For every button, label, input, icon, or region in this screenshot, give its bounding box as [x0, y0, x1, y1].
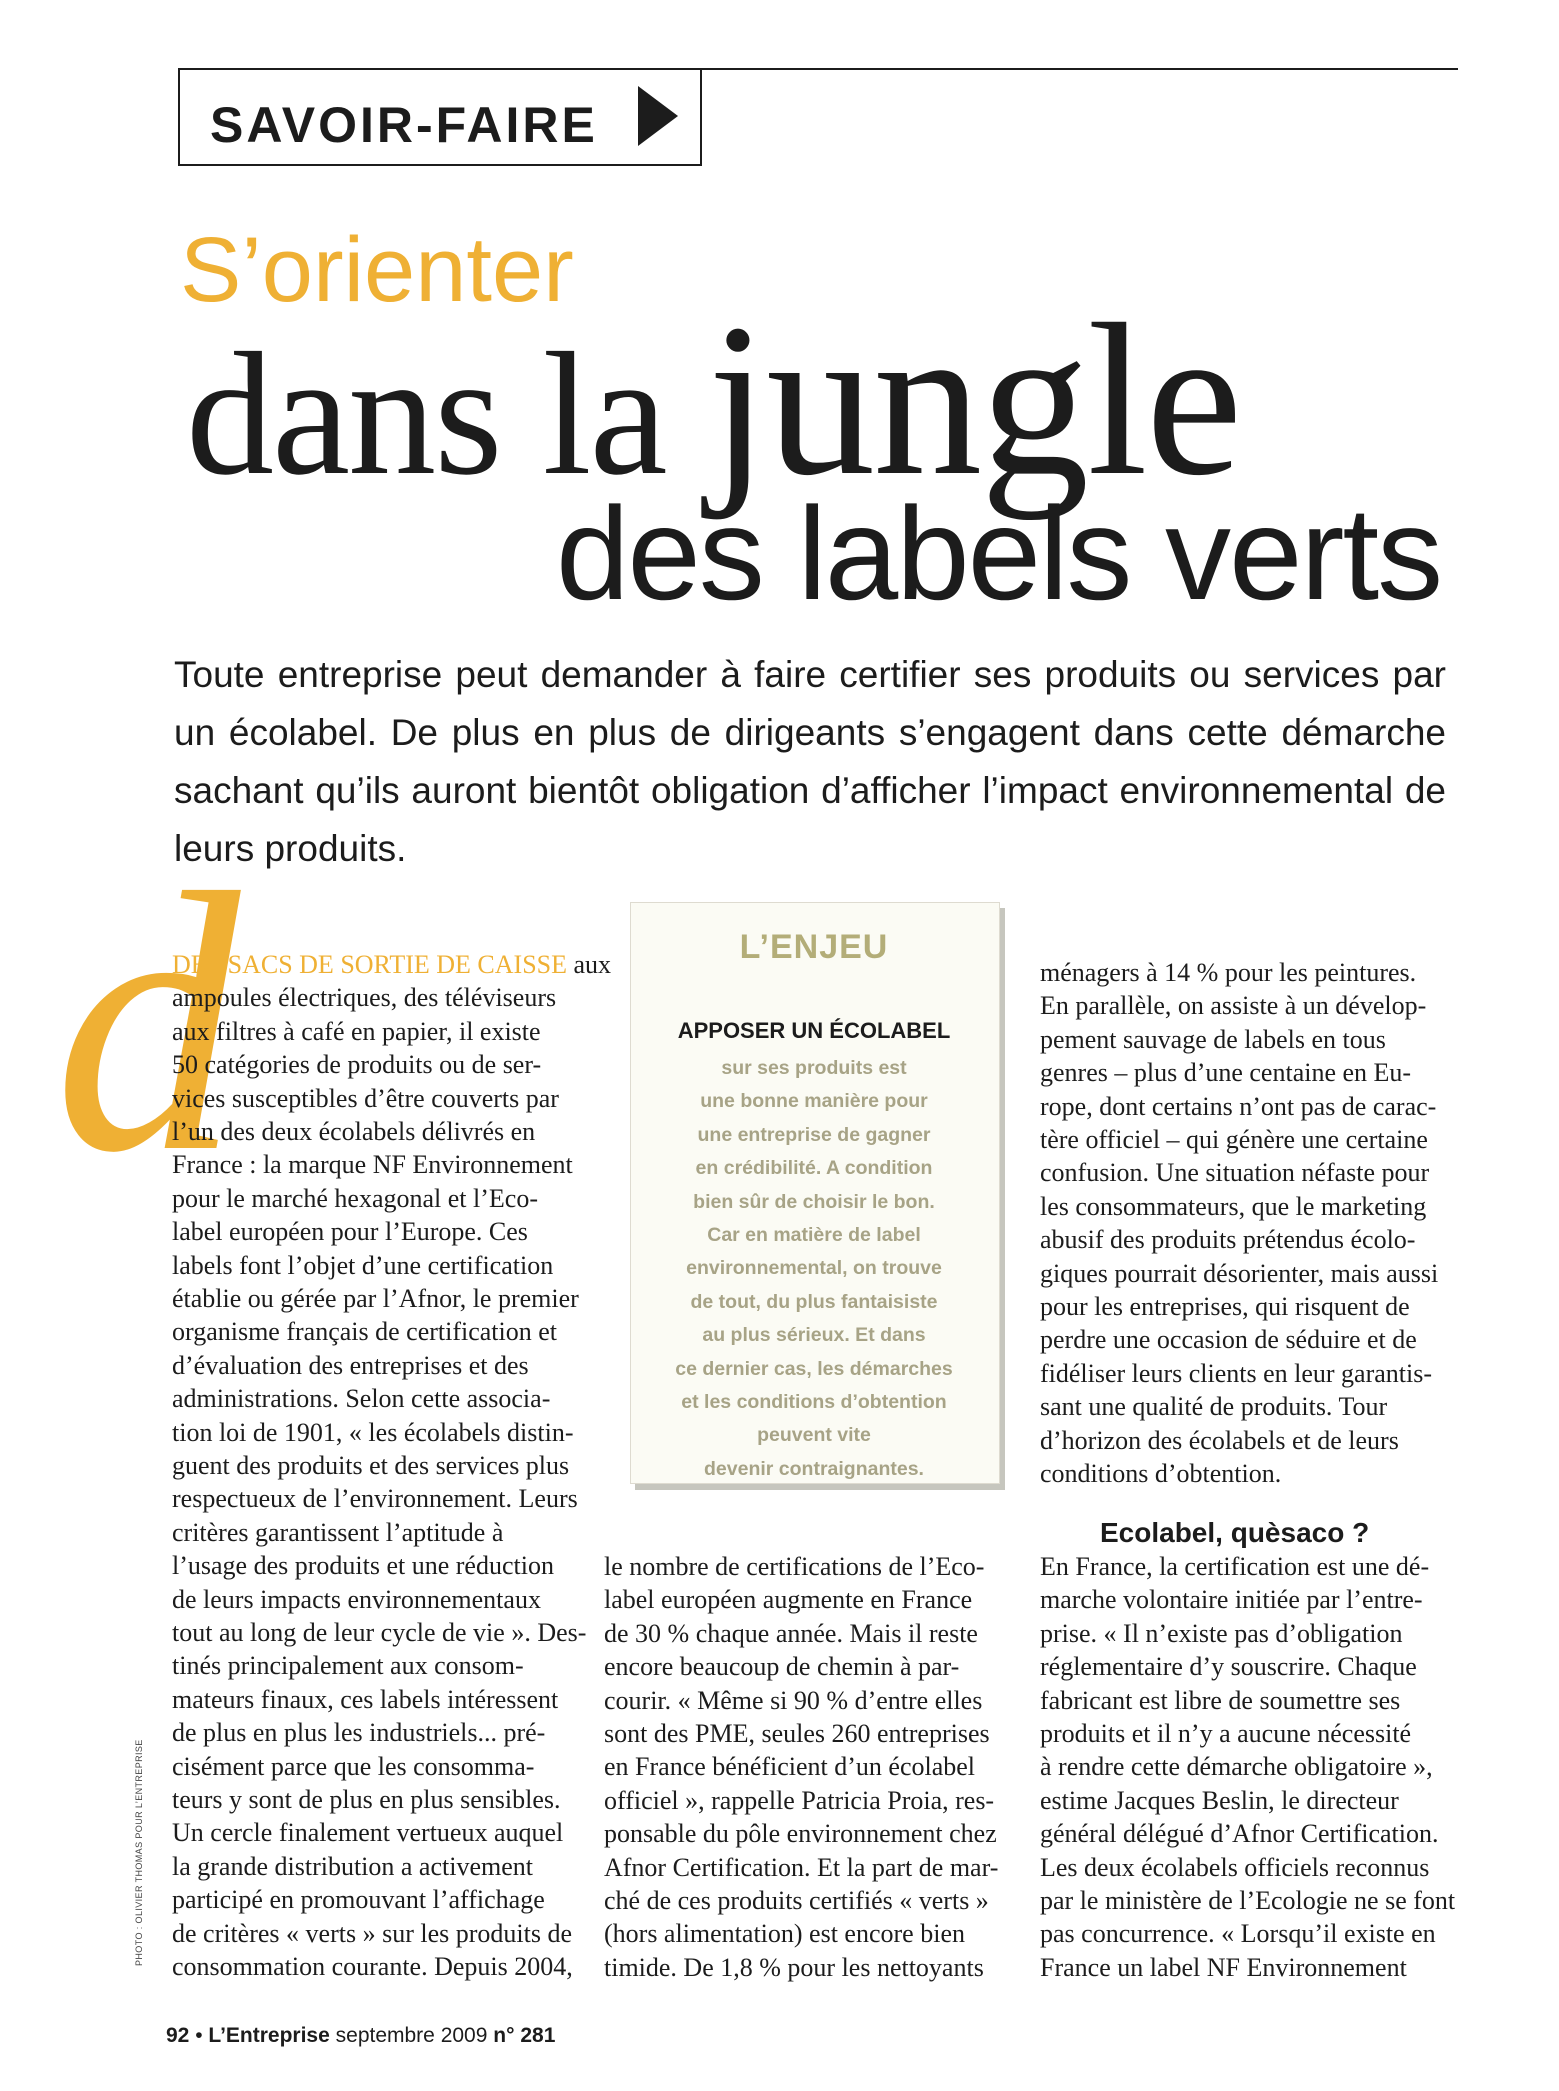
text-line: conditions d’obtention. — [1040, 1459, 1282, 1488]
sidebar-line: sur ses produits est — [721, 1057, 907, 1079]
text-line: fabricant est libre de soumettre ses — [1040, 1685, 1401, 1715]
text-line: labels font l’objet d’une certification — [172, 1250, 554, 1280]
text-line: pour le marché hexagonal et l’Eco- — [172, 1183, 538, 1213]
text-line: d’horizon des écolabels et de leurs — [1040, 1425, 1399, 1455]
text-line: label européen augmente en France — [604, 1585, 973, 1615]
text-line: abusif des produits prétendus écolo- — [1040, 1225, 1416, 1255]
sidebar-heading: APPOSER UN ÉCOLABEL — [677, 1018, 951, 1043]
text-line: tinés principalement aux consom- — [172, 1651, 524, 1681]
issue-date: septembre 2009 — [335, 2024, 488, 2047]
text-line: tion loi de 1901, « les écolabels distin- — [172, 1417, 574, 1447]
text-line: France : la marque NF Environnement — [172, 1150, 573, 1180]
text-line: tère officiel – qui génère une certaine — [1040, 1125, 1428, 1154]
text-line: 50 catégories de produits ou de ser- — [172, 1050, 542, 1080]
sidebar-line: bien sûr de choisir le bon. — [693, 1190, 935, 1213]
section-subheading: Ecolabel, quèsaco ? — [1100, 1517, 1370, 1548]
sidebar-line: et les conditions d’obtention — [681, 1391, 947, 1414]
text-line: ponsable du pôle environnement chez — [604, 1819, 997, 1849]
text-line: timide. De 1,8 % pour les nettoyants — [604, 1952, 984, 1982]
chevron-right-icon — [638, 86, 678, 146]
section-rubric-label: SAVOIR-FAIRE — [210, 97, 598, 153]
text-line: courir. « Même si 90 % d’entre elles — [604, 1685, 983, 1715]
text-line: officiel », rappelle Patricia Proia, res- — [604, 1785, 995, 1815]
text-line: (hors alimentation) est encore bien — [604, 1919, 965, 1949]
text-line: établie ou gérée par l’Afnor, le premier — [172, 1284, 579, 1313]
text-line: de critères « verts » sur les produits de — [172, 1918, 573, 1948]
sidebar-line: environnemental, on trouve — [686, 1257, 942, 1280]
page-footer — [166, 2024, 555, 2048]
text-line: cisément parce que les consomma- — [172, 1751, 535, 1781]
magazine-name: L’Entreprise — [208, 2024, 330, 2047]
text-line: encore beaucoup de chemin à par- — [604, 1652, 960, 1682]
text-line: participé en promouvant l’affichage — [172, 1885, 545, 1915]
text-line: de 30 % chaque année. Mais il reste — [604, 1618, 978, 1648]
text-line: aux filtres à café en papier, il existe — [172, 1016, 541, 1046]
sidebar-line: devenir contraignantes. — [704, 1457, 924, 1480]
text-line: giques pourrait désorienter, mais aussi — [1040, 1258, 1439, 1288]
footer-bullet: • — [195, 2024, 203, 2047]
text-line: En France, la certification est une dé- — [1040, 1552, 1430, 1581]
sidebar-line: en crédibilité. A condition — [695, 1157, 933, 1180]
text-line: genres – plus d’une centaine en Eu- — [1040, 1058, 1412, 1088]
text-line: En parallèle, on assiste à un dévelop- — [1040, 991, 1427, 1021]
text-line: d’évaluation des entreprises et des — [172, 1350, 529, 1380]
text-line: ché de ces produits certifiés « verts » — [604, 1886, 989, 1915]
sidebar-line: une bonne manière pour — [700, 1090, 928, 1113]
text-line: par le ministère de l’Ecologie ne se font — [1040, 1886, 1456, 1915]
column-1-first-line: DES SACS DE SORTIE DE CAISSE aux — [172, 950, 612, 979]
text-line: tout au long de leur cycle de vie ». Des- — [172, 1618, 587, 1647]
text-line: critères garantissent l’aptitude à — [172, 1517, 504, 1547]
sidebar-line: peuvent vite — [757, 1424, 871, 1447]
text-line: le nombre de certifications de l’Eco- — [604, 1552, 985, 1581]
text-line: Un cercle finalement vertueux auquel — [172, 1818, 564, 1848]
page-number: 92 — [166, 2024, 190, 2047]
text-line: de plus en plus les industriels... pré- — [172, 1718, 546, 1748]
sidebar-label: L’ENJEU — [739, 928, 889, 966]
text-line: en France bénéficient d’un écolabel — [604, 1752, 976, 1782]
text-line: l’usage des produits et une réduction — [172, 1551, 554, 1581]
sidebar-line: au plus sérieux. Et dans — [702, 1324, 926, 1347]
text-line: prise. « Il n’existe pas d’obligation — [1040, 1618, 1403, 1648]
text-line: les consommateurs, que le marketing — [1040, 1191, 1427, 1221]
title-kicker: S’orienter — [180, 219, 574, 321]
title-main-emphasis: jungle — [707, 280, 1241, 521]
text-line: la grande distribution a activement — [172, 1851, 533, 1881]
text-line: estime Jacques Beslin, le directeur — [1040, 1785, 1399, 1815]
sidebar-line: une entreprise de gagner — [697, 1123, 931, 1146]
issue-prefix: n° — [493, 2024, 515, 2047]
text-line: fidéliser leurs clients en leur garantis- — [1040, 1358, 1433, 1388]
text-line: pas concurrence. « Lorsqu’il existe en — [1040, 1919, 1436, 1949]
drop-cap: d — [54, 818, 240, 1229]
text-line: pement sauvage de labels en tous — [1040, 1024, 1386, 1054]
lead-in-caps: DES SACS DE SORTIE DE CAISSE — [172, 950, 567, 979]
text-line: teurs y sont de plus en plus sensibles. — [172, 1785, 561, 1814]
text-line: sant une qualité de produits. Tour — [1040, 1392, 1388, 1422]
text-line: ménagers à 14 % pour les peintures. — [1040, 958, 1417, 987]
text-line: confusion. Une situation néfaste pour — [1040, 1158, 1430, 1188]
text-line: mateurs finaux, ces labels intéressent — [172, 1684, 559, 1714]
text-line: général délégué d’Afnor Certification. — [1040, 1819, 1439, 1849]
text-line: France un label NF Environnement — [1040, 1952, 1407, 1982]
text-line: organisme français de certification et — [172, 1317, 558, 1347]
title-main-prefix: dans la — [186, 317, 708, 512]
text-line: ampoules électriques, des téléviseurs — [172, 983, 557, 1013]
text-line: Afnor Certification. Et la part de mar- — [604, 1852, 999, 1882]
sidebar-line: Car en matière de label — [707, 1224, 921, 1247]
text-line: marche volontaire initiée par l’entre- — [1040, 1585, 1423, 1615]
text-line: pour les entreprises, qui risquent de — [1040, 1292, 1410, 1321]
title-subline: des labels verts — [556, 480, 1442, 627]
text-line: administrations. Selon cette associa- — [172, 1384, 551, 1414]
text-line: respectueux de l’environnement. Leurs — [172, 1484, 578, 1514]
text-line: label européen pour l’Europe. Ces — [172, 1217, 528, 1247]
sidebar-text — [640, 1052, 988, 1486]
issue-number: 281 — [520, 2024, 556, 2047]
text-line: rope, dont certains n’ont pas de carac- — [1040, 1091, 1437, 1121]
text-line: Les deux écolabels officiels reconnus — [1040, 1852, 1430, 1882]
text-line: consommation courante. Depuis 2004, — [172, 1952, 573, 1981]
text-line: de leurs impacts environnementaux — [172, 1584, 541, 1614]
text-line: à rendre cette démarche obligatoire », — [1040, 1752, 1433, 1782]
text-line: guent des produits et des services plus — [172, 1451, 570, 1480]
text-line: sont des PME, seules 260 entreprises — [604, 1719, 990, 1748]
text-line: produits et il n’y a aucune nécessité — [1040, 1719, 1412, 1748]
header-rule — [698, 68, 1458, 70]
sidebar-line: ce dernier cas, les démarches — [675, 1357, 953, 1380]
sidebar-line: de tout, du plus fantaisiste — [690, 1290, 938, 1313]
photo-credit: PHOTO : OLIVIER THOMAS POUR L’ENTREPRISE — [134, 1739, 144, 1966]
text-line: l’un des deux écolabels délivrés en — [172, 1117, 536, 1146]
text-line: perdre une occasion de séduire et de — [1040, 1325, 1417, 1355]
lead-paragraph: Toute entreprise peut demander à faire certifier ses produits ou services par un écolabel. De plus en plus de dirigeants s’engagent dans cette démarche sachant qu’ils auront bientôt obligation d’afficher l’impact environnemental de leurs produits. — [174, 654, 1446, 869]
text-line: vices susceptibles d’être couverts par — [172, 1083, 559, 1113]
text-line: réglementaire d’y souscrire. Chaque — [1040, 1652, 1417, 1682]
